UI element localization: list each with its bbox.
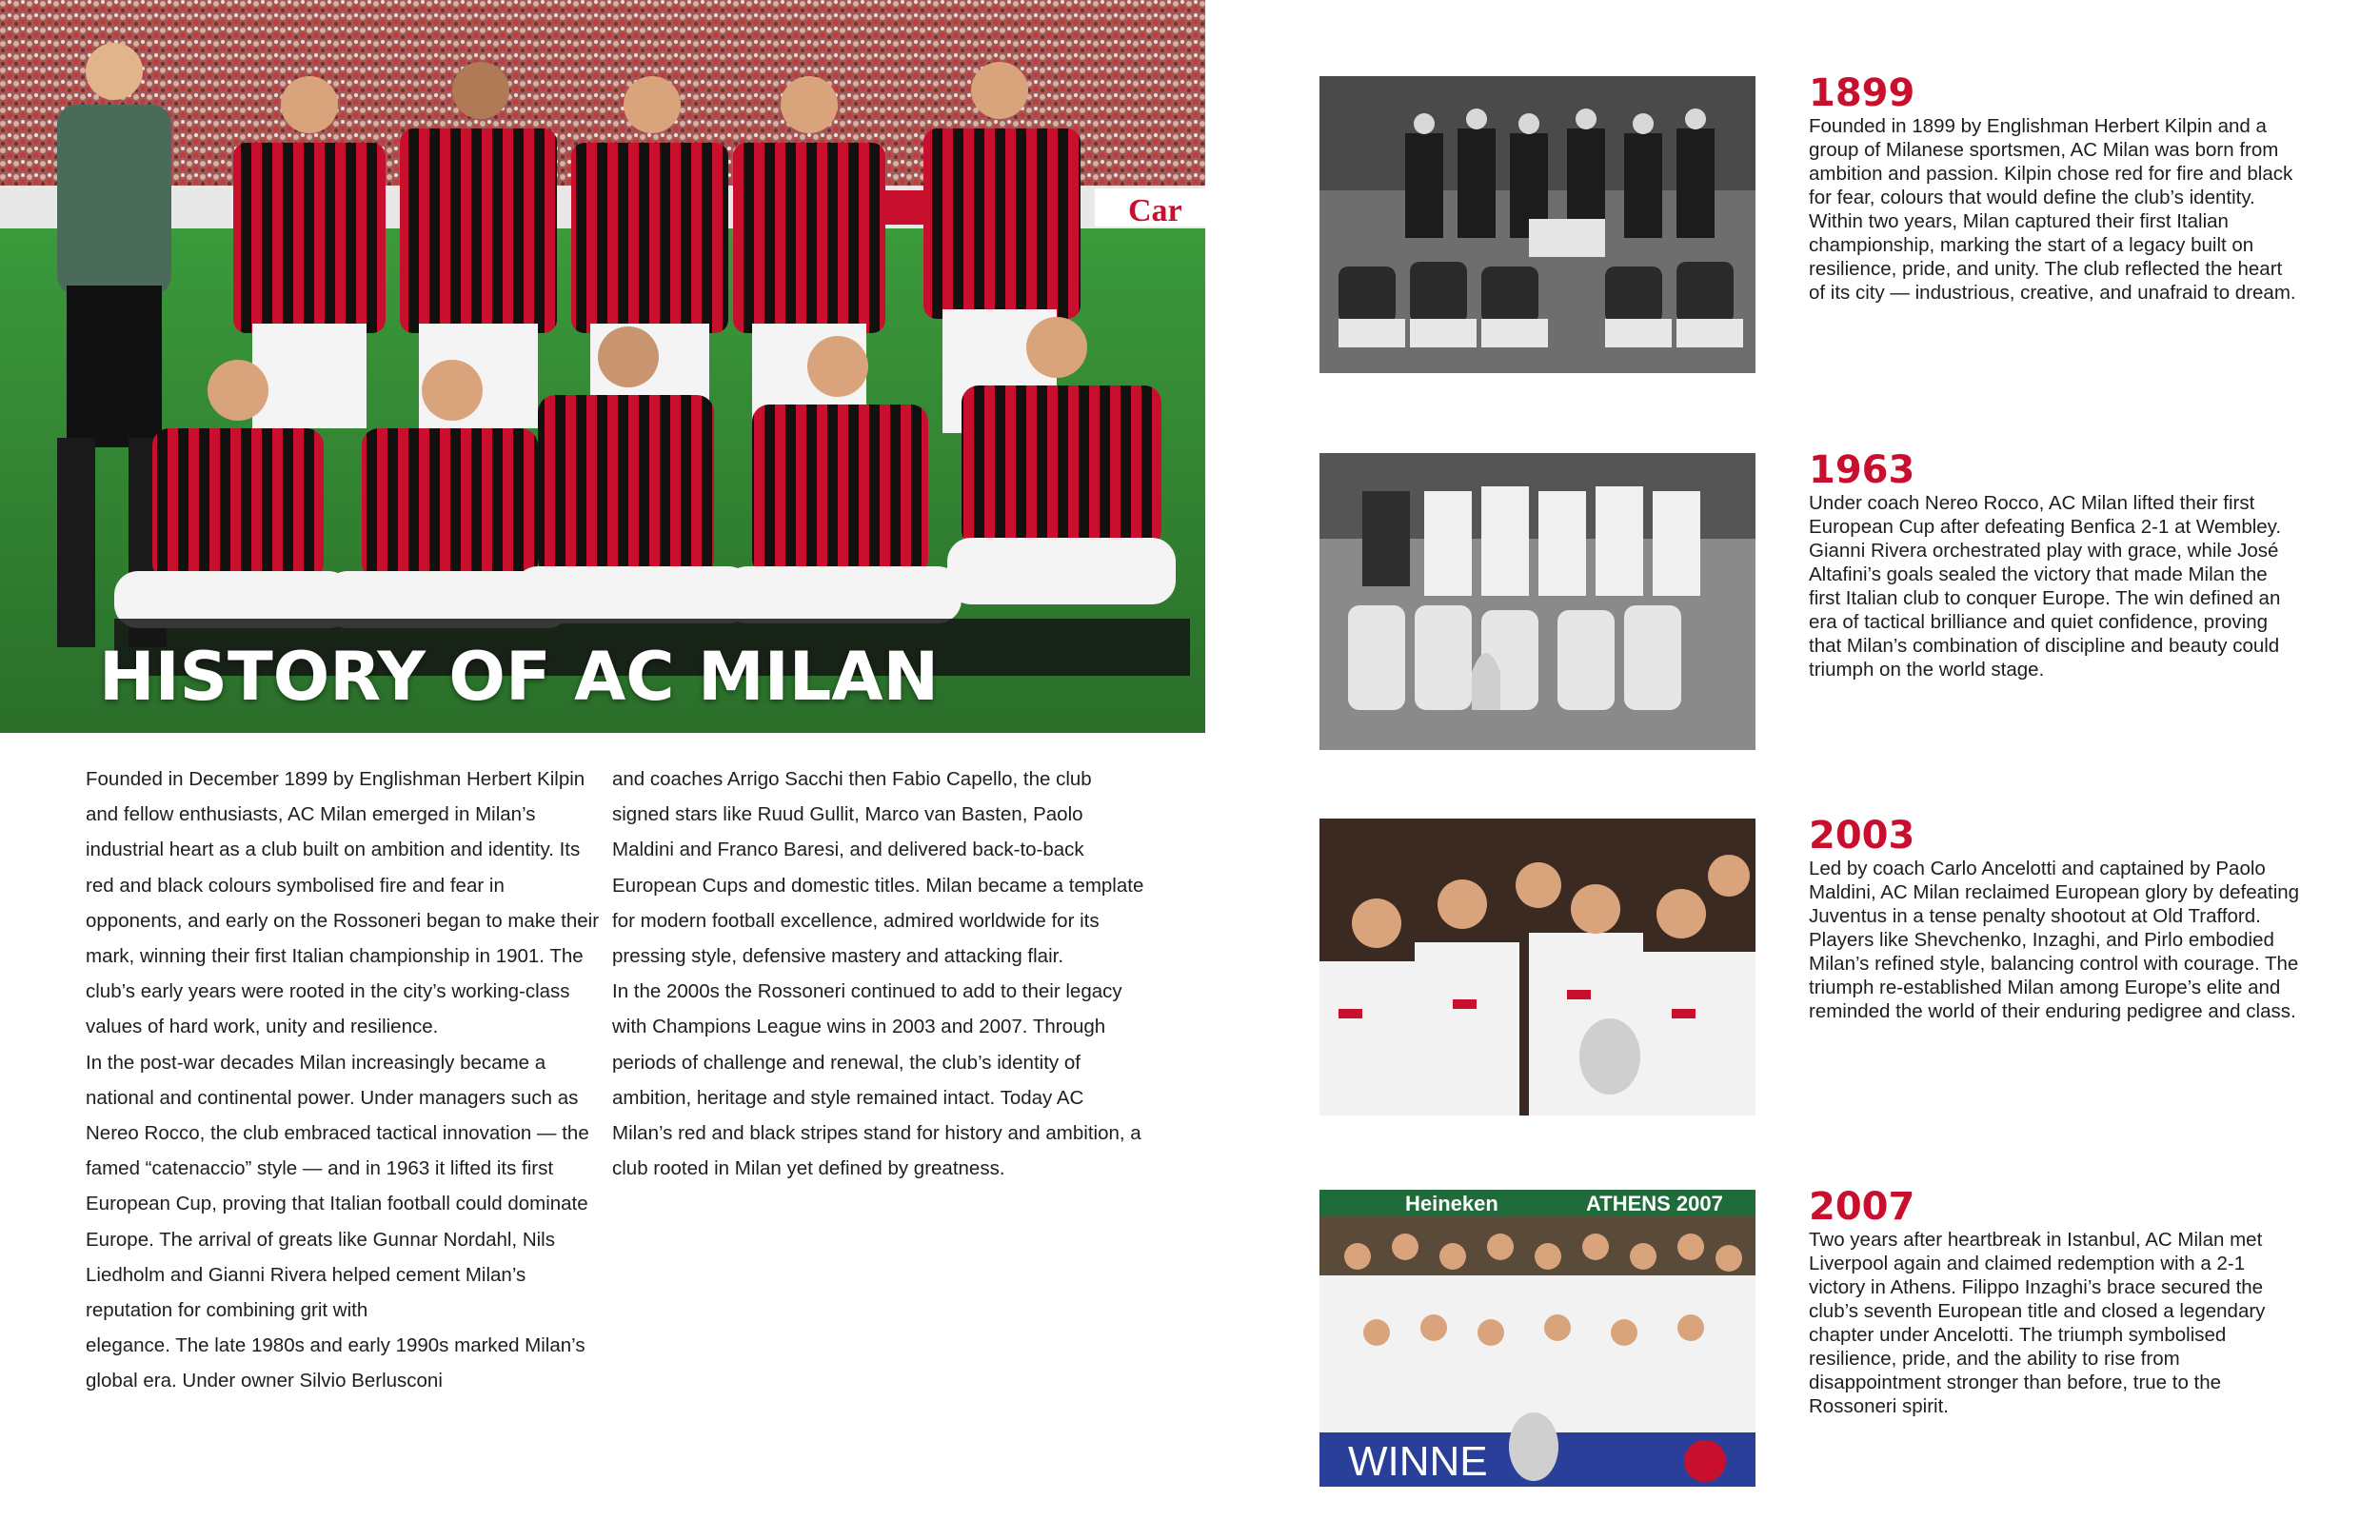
timeline-entry-1899 [1809, 72, 2304, 305]
body-paragraph: elegance. The late 1980s and early 1990s marked Milan’s global era. Under owner Silvio Berlusconi [86, 1334, 585, 1392]
photo-1963-team [1319, 453, 1755, 750]
timeline-entry-1963 [1809, 449, 2304, 681]
body-column-2 [612, 761, 1145, 1186]
timeline-description: Two years after heartbreak in Istanbul, AC Milan met Liverpool again and claimed redemption with a 2-1 victory in Athens. Filippo Inzaghi’s brace secured the club’s seventh European title and closed a legendary chapter under Ancelotti. The triumph symbolised resilience, pride, and the ability to rise from disappointment stronger than before, true to the Rossoneri spirit. [1809, 1229, 2266, 1417]
body-paragraph: In the post-war decades Milan increasingly became a national and continental power. Under managers such as Nereo Rocco, the club embraced tactical innovation — the famed “catenaccio” style — and in 1963 it lifted its first European Cup, proving that Italian football could dominate Europe. The arrival of greats like Gunnar Nordahl, Nils Liedholm and Gianni Rivera helped cement Milan’s reputation for combining grit with [86, 1051, 589, 1322]
team-photo-illustration [0, 0, 1205, 733]
photo-banner-left: Heineken [1405, 1192, 1498, 1215]
page-title: HISTORY OF AC MILAN [99, 638, 940, 716]
body-paragraph: In the 2000s the Rossoneri continued to add to their legacy with Champions League wins in 2003 and 2007. Through periods of challenge and renewal, the club’s identity of ambition, heritage and style remained intact. Today AC Milan’s red and black stripes stand for history and ambition, a club rooted in Milan yet defined by greatness. [612, 980, 1141, 1180]
photo-2007-celebration [1319, 1190, 1755, 1487]
timeline-description: Led by coach Carlo Ancelotti and captained by Paolo Maldini, AC Milan reclaimed European glory by defeating Juventus in a tense penalty shootout at Old Trafford. Players like Shevchenko, Inzaghi, and Pirlo embodied Milan’s refined style, balancing control with courage. The triumph re-established Milan among Europe’s elite and reminded the world of their enduring pedigree and class. [1809, 858, 2300, 1022]
ad-board-text: Car [1128, 193, 1182, 228]
hero-photo [0, 0, 1205, 733]
photo-banner-right: ATHENS 2007 [1586, 1192, 1723, 1215]
body-paragraph: Founded in December 1899 by Englishman Herbert Kilpin and fellow enthusiasts, AC Milan emerged in Milan’s industrial heart as a club built on ambition and identity. Its red and black colours symbolised fire and fear in opponents, and early on the Rossoneri began to make their mark, winning their first Italian championship in 1901. The club’s early years were rooted in the city’s working-class values of hard work, unity and resilience. [86, 768, 600, 1038]
timeline-year: 1899 [1809, 71, 1915, 115]
timeline-description: Founded in 1899 by Englishman Herbert Kilpin and a group of Milanese sportsmen, AC Milan was born from ambition and passion. Kilpin chose red for fire and black for fear, colours that would define the club’s identity. Within two years, Milan captured their first Italian championship, marking the start of a legacy built on resilience, pride, and unity. The club reflected the heart of its city — industrious, creative, and unafraid to dream. [1809, 115, 2296, 304]
photo-2003-celebration [1319, 819, 1755, 1116]
timeline-entry-2003 [1809, 815, 2304, 1023]
timeline-year: 2007 [1809, 1185, 1915, 1229]
timeline-year: 1963 [1809, 448, 1915, 492]
body-paragraph: and coaches Arrigo Sacchi then Fabio Capello, the club signed stars like Ruud Gullit, Marco van Basten, Paolo Maldini and Franco Baresi, and delivered back-to-back European Cups and domestic titles. Milan became a template for modern football excellence, admired worldwide for its pressing style, defensive mastery and attacking flair. [612, 768, 1144, 968]
timeline-year: 2003 [1809, 814, 1915, 858]
photo-1899-team [1319, 76, 1755, 373]
timeline-description: Under coach Nereo Rocco, AC Milan lifted their first European Cup after defeating Benfica 2-1 at Wembley. Gianni Rivera orchestrated play with grace, while José Altafini’s goals sealed the victory that made Milan the first Italian club to conquer Europe. The win defined an era of tactical brilliance and quiet confidence, proving that Milan’s combination of discipline and beauty could triumph on the world stage. [1809, 492, 2282, 681]
photo-board-text: WINNE [1348, 1438, 1488, 1485]
timeline-entry-2007 [1809, 1186, 2304, 1418]
body-column-1 [86, 761, 600, 1399]
